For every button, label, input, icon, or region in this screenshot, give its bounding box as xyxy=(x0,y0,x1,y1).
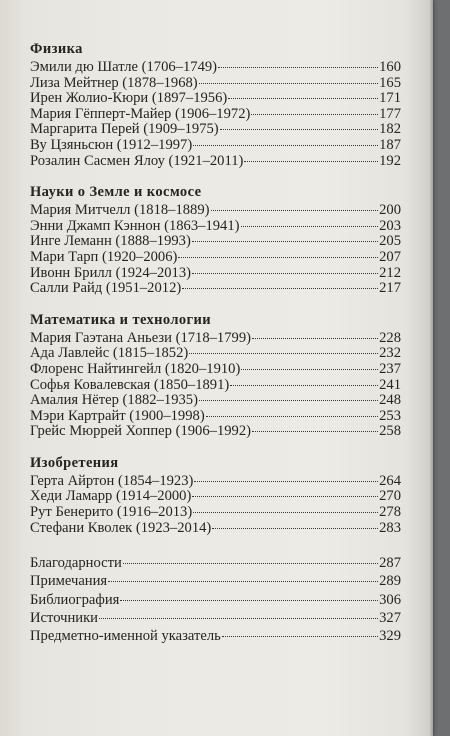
section-title: Изобретения xyxy=(30,454,119,471)
toc-entry xyxy=(30,591,401,609)
dot-leader xyxy=(192,273,378,274)
section-title: Науки о Земле и космосе xyxy=(30,184,202,201)
toc-entry xyxy=(30,409,401,425)
entry-page-number: 232 xyxy=(379,345,401,362)
entry-page-number: 182 xyxy=(379,121,401,138)
dot-leader xyxy=(244,161,378,162)
entry-label: Мари Тарп (1920–2006) xyxy=(30,248,178,265)
toc-entry xyxy=(30,91,401,107)
entry-label: Софья Ковалевская (1850–1891) xyxy=(30,376,230,393)
toc-section-earth-space xyxy=(30,183,401,297)
entry-page-number: 306 xyxy=(379,591,401,608)
toc-entry xyxy=(30,393,401,409)
entry-page-number: 264 xyxy=(379,472,401,489)
toc-section-physics xyxy=(30,40,401,169)
entry-page-number: 283 xyxy=(379,519,401,536)
table-of-contents xyxy=(30,40,401,645)
entry-label: Маргарита Перей (1909–1975) xyxy=(30,121,219,138)
dot-leader xyxy=(212,528,378,529)
dot-leader xyxy=(120,600,378,601)
entry-page-number: 289 xyxy=(379,573,401,590)
entry-label: Примечания xyxy=(30,573,108,590)
entry-label: Источники xyxy=(30,609,98,626)
entry-page-number: 203 xyxy=(379,217,401,234)
toc-entry xyxy=(30,378,401,394)
toc-entry xyxy=(30,281,401,297)
toc-entry xyxy=(30,122,401,138)
entry-label: Рут Бенерито (1916–2013) xyxy=(30,504,193,521)
toc-entry xyxy=(30,266,401,282)
entry-page-number: 207 xyxy=(379,248,401,265)
entry-page-number: 177 xyxy=(379,105,401,122)
toc-entry xyxy=(30,203,401,219)
dot-leader xyxy=(199,400,378,401)
dot-leader xyxy=(193,145,378,146)
toc-entry xyxy=(30,474,401,490)
entry-label: Стефани Кволек (1923–2014) xyxy=(30,519,212,536)
dot-leader xyxy=(123,563,378,564)
toc-entry xyxy=(30,362,401,378)
toc-entry xyxy=(30,331,401,347)
entry-label: Флоренс Найтингейл (1820–1910) xyxy=(30,360,241,377)
entry-label: Ву Цзяньсюн (1912–1997) xyxy=(30,136,193,153)
entry-label: Ирен Жолио-Кюри (1897–1956) xyxy=(30,90,228,107)
dot-leader xyxy=(220,129,378,130)
entry-page-number: 248 xyxy=(379,392,401,409)
entry-label: Энни Джамп Кэннон (1863–1941) xyxy=(30,217,240,234)
dot-leader xyxy=(230,385,378,386)
entry-page-number: 278 xyxy=(379,504,401,521)
dot-leader xyxy=(211,210,379,211)
dot-leader xyxy=(241,226,379,227)
entry-page-number: 171 xyxy=(379,90,401,107)
entry-label: Мария Гёпперт-Майер (1906–1972) xyxy=(30,105,251,122)
dot-leader xyxy=(194,481,378,482)
dot-leader xyxy=(99,618,378,619)
entry-label: Мэри Картрайт (1900–1998) xyxy=(30,407,205,424)
section-title: Физика xyxy=(30,41,83,57)
toc-entry xyxy=(30,76,401,92)
entry-label: Ада Лавлейс (1815–1852) xyxy=(30,345,189,362)
entry-page-number: 217 xyxy=(379,280,401,297)
entry-label: Лиза Мейтнер (1878–1968) xyxy=(30,74,198,91)
entry-page-number: 329 xyxy=(379,628,401,645)
dot-leader xyxy=(252,338,378,339)
toc-entry xyxy=(30,60,401,76)
entry-label: Предметно-именной указатель xyxy=(30,628,221,645)
toc-entry xyxy=(30,138,401,154)
toc-entry xyxy=(30,234,401,250)
toc-entry xyxy=(30,346,401,362)
dot-leader xyxy=(199,83,378,84)
dot-leader xyxy=(241,369,378,370)
entry-page-number: 237 xyxy=(379,360,401,377)
entry-label: Благодарности xyxy=(30,555,122,572)
entry-page-number: 270 xyxy=(379,488,401,505)
entry-page-number: 241 xyxy=(379,376,401,393)
entry-label: Герта Айртон (1854–1923) xyxy=(30,472,194,489)
dot-leader xyxy=(178,257,378,258)
dot-leader xyxy=(252,431,378,432)
toc-entry xyxy=(30,554,401,572)
entry-label: Амалия Нётер (1882–1935) xyxy=(30,392,198,409)
entry-page-number: 212 xyxy=(379,264,401,281)
entry-page-number: 205 xyxy=(379,233,401,250)
toc-entry xyxy=(30,250,401,266)
dot-leader xyxy=(218,67,378,68)
entry-page-number: 160 xyxy=(379,59,401,75)
toc-entry xyxy=(30,505,401,521)
entry-page-number: 258 xyxy=(379,423,401,440)
toc-entry xyxy=(30,572,401,590)
toc-section-inventions xyxy=(30,454,401,536)
entry-label: Эмили дю Шатле (1706–1749) xyxy=(30,59,218,75)
entry-page-number: 228 xyxy=(379,329,401,346)
entry-label: Салли Райд (1951–2012) xyxy=(30,280,182,297)
entry-page-number: 165 xyxy=(379,74,401,91)
entry-label: Грейс Мюррей Хоппер (1906–1992) xyxy=(30,423,251,440)
dot-leader xyxy=(193,512,378,513)
toc-entry xyxy=(30,424,401,440)
entry-page-number: 200 xyxy=(379,202,401,219)
dot-leader xyxy=(189,353,378,354)
toc-entry xyxy=(30,627,401,645)
entry-page-number: 287 xyxy=(379,555,401,572)
dot-leader xyxy=(192,241,378,242)
entry-label: Мария Гаэтана Аньези (1718–1799) xyxy=(30,329,251,346)
entry-label: Мария Митчелл (1818–1889) xyxy=(30,202,210,219)
section-title: Математика и технологии xyxy=(30,311,212,328)
entry-page-number: 253 xyxy=(379,407,401,424)
toc-entry xyxy=(30,609,401,627)
dot-leader xyxy=(222,636,378,637)
entry-label: Ивонн Брилл (1924–2013) xyxy=(30,264,191,281)
toc-back-matter xyxy=(30,554,401,645)
dot-leader xyxy=(228,98,378,99)
toc-entry xyxy=(30,107,401,123)
toc-entry xyxy=(30,154,401,170)
entry-page-number: 187 xyxy=(379,136,401,153)
dot-leader xyxy=(251,114,378,115)
dot-leader xyxy=(108,581,378,582)
entry-label: Библиография xyxy=(30,591,120,608)
dot-leader xyxy=(182,288,378,289)
toc-entry xyxy=(30,521,401,537)
entry-label: Розалин Сасмен Ялоу (1921–2011) xyxy=(30,152,244,169)
entry-label: Инге Леманн (1888–1993) xyxy=(30,233,191,250)
toc-section-math-tech xyxy=(30,311,401,440)
toc-entry xyxy=(30,219,401,235)
entry-page-number: 192 xyxy=(379,152,401,169)
entry-page-number: 327 xyxy=(379,609,401,626)
dot-leader xyxy=(192,496,378,497)
dot-leader xyxy=(206,416,378,417)
toc-entry xyxy=(30,489,401,505)
entry-label: Хеди Ламарр (1914–2000) xyxy=(30,488,192,505)
